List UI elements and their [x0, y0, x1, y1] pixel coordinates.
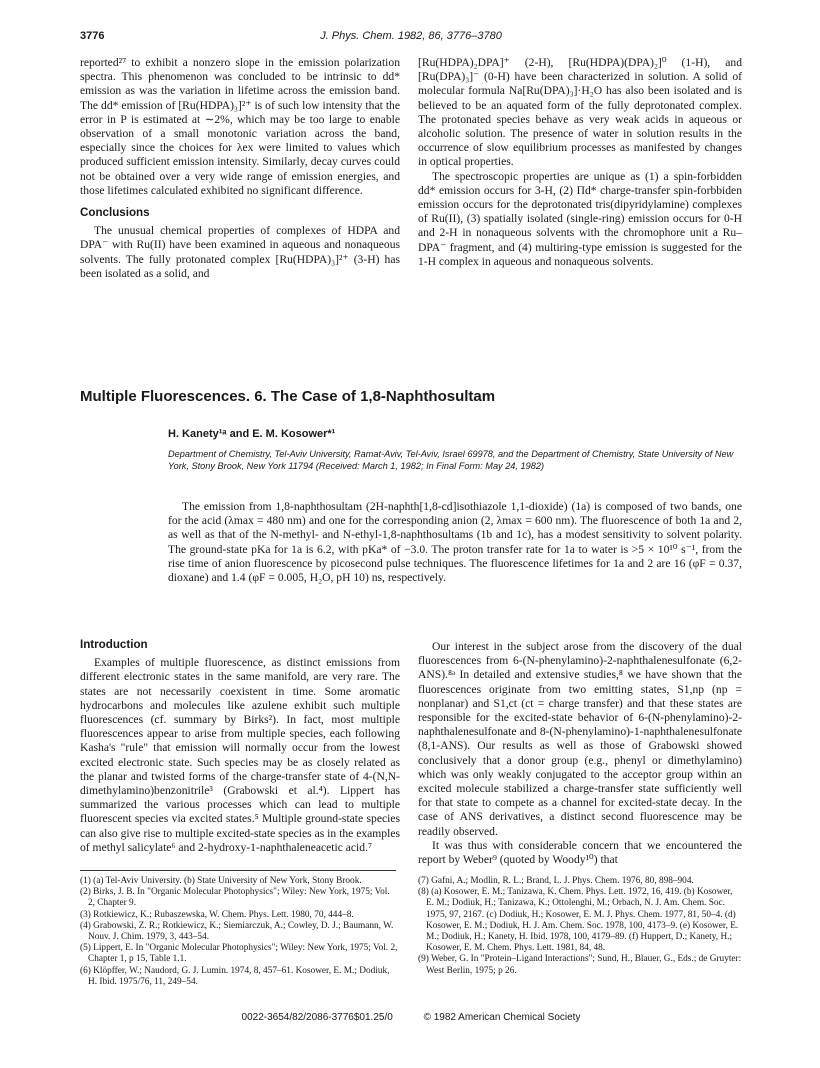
intro-right-column	[418, 640, 742, 867]
prev-article-right-column	[418, 56, 742, 269]
footnote: (4) Grabowski, Z. R.; Rotkiewicz, K.; Siemiarczuk, A.; Cowley, D. J.; Baumann, W. Nouv. J. Chim. 1979, 3, 443–54.	[80, 920, 394, 943]
body-paragraph: Examples of multiple fluorescence, as distinct emissions from different electronic states in the same manifold, are very rare. The states are not necessarily coexistent in time. Some aromatic hydrocarbons and molecules like azulene exhibit such multiple fluorescences (cf. summary by Birks²). In fact, most multiple fluorescences appear to arise from multiple species, each following Kasha's "rule" that emission will normally occur from the lowest excited electronic state. Such species may be as closely related as the planar and twisted forms of the charge-transfer state of 4-(N,N-dimethylamino)benzonitrile³ (Grabowski et al.⁴). Lippert has summarized the various processes which can lead to multiple fluorescent species via excited states.⁵ Multiple ground-state species can also give rise to multiple excited-state species as in the examples of methyl salicylate⁶ and 2-hydroxy-1-naphthaleneacetic acid.⁷	[80, 656, 400, 854]
body-paragraph: The unusual chemical properties of complexes of HDPA and DPA⁻ with Ru(II) have been examined in aqueous and nonaqueous solvents. The fully protonated complex [Ru(HDPA)₃]²⁺ (3-H) has been isolated as a solid, and	[80, 224, 400, 280]
footnote: (7) Gafni, A.; Modlin, R. L.; Brand, L. J. Phys. Chem. 1976, 80, 898–904.	[418, 876, 694, 886]
running-head: J. Phys. Chem. 1982, 86, 3776–3780	[320, 30, 502, 42]
body-paragraph: reported²⁷ to exhibit a nonzero slope in the emission polarization spectra. This phenomenon was concluded to be intrinsic to dd* emission as was the variation in lifetime across the emission band. The dd* emission of [Ru(HDPA)₃]²⁺ is of such low intensity that the error in P is estimated at ∼2%, which may be too large to enable observation of a small monotonic variation across the band, especially since the choices for λex were limited to values which produced sufficient emission intensity. Similarly, decay curves could not be obtained over a very wide range of emission energies, and those lifetimes calculated exhibited no significant difference.	[80, 56, 400, 197]
article-abstract: The emission from 1,8-naphthosultam (2H-naphth[1,8-cd]isothiazole 1,1-dioxide) (1a) is composed of two bands, one for the acid (λmax = 480 nm) and one for the corresponding anion (2, λmax = 600 nm). The fluorescence of both 1a and 2, as well as that of the N-methyl- and N-ethyl-1,8-naphthosultams (1b and 1c), has a modest sensitivity to solvent polarity. The ground-state pKa for 1a is 6.2, with pKa* of −3.0. The proton transfer rate for 1a to water is >5 × 10¹⁰ s⁻¹, from the rise time of anion fluorescence by picosecond pulse techniques. The fluorescence lifetimes for 1a and 2 are 16 (φF = 0.37, dioxane) and 1.4 (φF = 0.005, H₂O, pH 10) ns, respectively.	[168, 500, 742, 585]
intro-left-column	[80, 630, 400, 855]
article-authors: H. Kanety¹ᵃ and E. M. Kosower*¹	[168, 428, 336, 440]
footnote: (6) Klöpffer, W.; Naudord, G. J. Lumin. 1974, 8, 457–61. Kosower, E. M.; Dodiuk, H. Ibid. 1975/76, 11, 249–54.	[80, 965, 390, 987]
footnote: (8) (a) Kosower, E. M.; Tanizawa, K. Chem. Phys. Lett. 1972, 16, 419. (b) Kosower, E. M.; Dodiuk, H.; Tanizawa, K.; Ottolenghi, M.; Orbach, N. J. Am. Chem. Soc. 1975, 97, 2167. (c) Dodiuk, H.; Kosower, E. M. J. Phys. Chem. 1977, 81, 50–4. (d) Kosower, E. M.; Dodiuk, H. J. Am. Chem. Soc. 1978, 100, 4173–9. (e) Kosower, E. M.; Dodiuk, H.; Kanety, H. Ibid. 1978, 100, 4179–89. (f) Huppert, D.; Kanety, H.; Kosower, E. M. Chem. Phys. Lett. 1981, 84, 48.	[418, 887, 739, 954]
footnote: (2) Birks, J. B. In "Organic Molecular Photophysics"; Wiley: New York, 1975; Vol. 2, Chapter 9.	[80, 887, 390, 909]
conclusions-heading: Conclusions	[80, 206, 150, 220]
footnotes-left	[80, 876, 398, 988]
body-paragraph: [Ru(HDPA)₂DPA]⁺ (2-H), [Ru(HDPA)(DPA)₂]⁰ (1-H), and [Ru(DPA)₃]⁻ (0-H) have been characterized in solution. A solid of molecular formula Na[Ru(DPA)₃]·H₂O has also been isolated and is believed to be an aquated form of the fully deprotonated complex. The protonated species behave as very weak acids in aqueous or alcoholic solution. The presence of water in solution results in the occurrence of slow equilibrium processes as manifested by changes in optical properties.	[418, 56, 742, 169]
body-paragraph: It was thus with considerable concern that we encountered the report by Weber⁹ (quoted by Woody¹⁰) that	[418, 838, 742, 867]
footnote-divider	[80, 870, 396, 871]
introduction-heading: Introduction	[80, 638, 148, 651]
prev-article-left-column	[80, 56, 400, 281]
body-paragraph: Our interest in the subject arose from the discovery of the dual fluorescences from 6-(N-phenylamino)-2-naphthalenesulfonate (6,2-ANS).⁸ᵃ In detailed and extensive studies,⁸ we have shown that the fluorescences originate from two emitting states, S1,np (np = nonplanar) and S1,ct (ct = charge transfer) and that these states are responsible for the excited-state behavior of 6-(N-phenylamino)-2-naphthalenesulfonate and 8-(N-phenylamino)-1-naphthalenesulfonate (8,1-ANS). Our results as well as those of Grabowski showed conclusively that a donor group (e.g., phenyl or dimethylamino) which was only weakly conjugated to the acceptor group within an excited molecule stabilized a charge-transfer state sufficiently well for that state to compete as a channel for excited-state decay. In the case of ANS derivatives, a distinct second fluorescence may be readily observed.	[418, 640, 742, 838]
article-title: Multiple Fluorescences. 6. The Case of 1,8-Naphthosultam	[80, 388, 496, 405]
footnote: (5) Lippert, E. In "Organic Molecular Photophysics"; Wiley: New York, 1975; Vol. 2, Chapter 1, p 15, Table 1.1.	[80, 943, 398, 965]
footnote: (9) Weber, G. In "Protein–Ligand Interactions"; Sund, H., Blauer, G., Eds.; de Gruyter: West Berlin, 1975; p 26.	[418, 954, 742, 976]
footnote: (1) (a) Tel-Aviv University. (b) State University of New York, Stony Brook.	[80, 876, 362, 886]
article-code: 0022-3654/82/2086-3776$01.25/0	[241, 1012, 393, 1023]
copyright: © 1982 American Chemical Society	[423, 1012, 581, 1023]
page-number: 3776	[80, 30, 105, 42]
footnotes-right	[418, 876, 742, 977]
article-affiliation: Department of Chemistry, Tel-Aviv University, Ramat-Aviv, Tel-Aviv, Israel 69978, and the Department of Chemistry, State University of New York, Stony Brook, New York 11794 (Received: March 1, 1982; In Final Form: May 24, 1982)	[168, 449, 734, 472]
page-footer	[80, 1012, 742, 1023]
page-header	[80, 30, 742, 46]
footnote: (3) Rotkiewicz, K.; Rubaszewska, W. Chem. Phys. Lett. 1980, 70, 444–8.	[80, 909, 354, 920]
body-paragraph: The spectroscopic properties are unique as (1) a spin-forbidden dd* emission occurs for 3-H, (2) Πd* charge-transfer spin-forbbiden emission occurs for the deprotonated tris(dipyridylamine) complexes of Ru(II), (3) spatially isolated (single-ring) emission occurs for 0-H and 2-H in nonaqueous solvents with the chromophore unit a Ru–DPA⁻ fragment, and (4) multiring-type emission is suggested for the 1-H complex in aqueous and nonaqueous solvents.	[418, 169, 742, 268]
